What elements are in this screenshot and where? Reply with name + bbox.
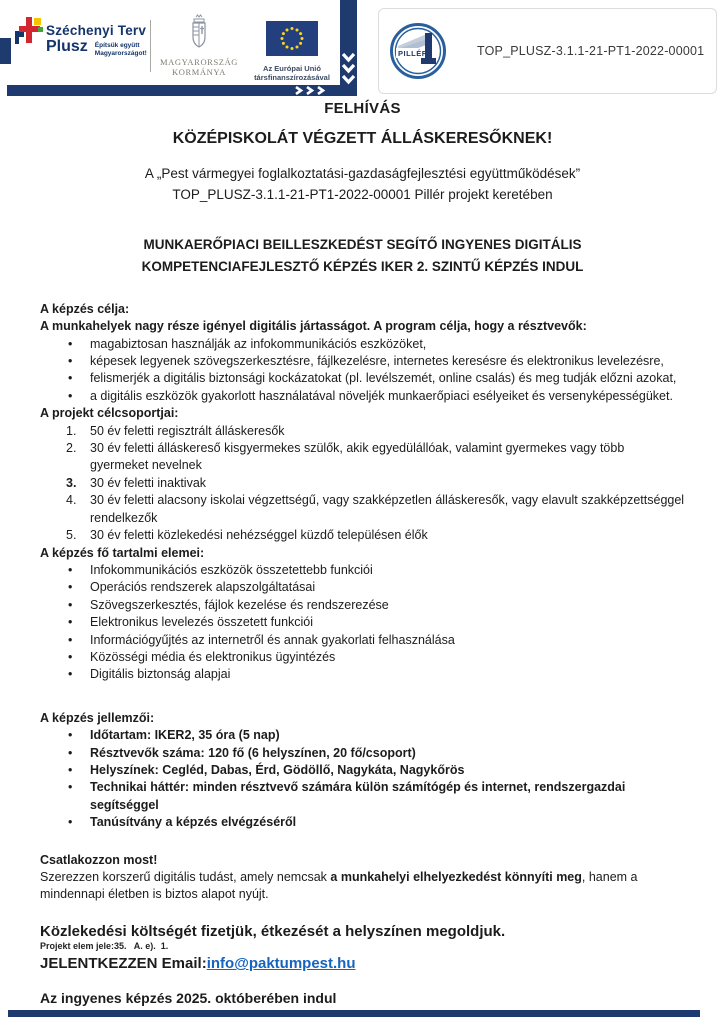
section-join [40,852,685,904]
header-horizontal-bar [7,85,357,96]
szechenyi-line1: Széchenyi Terv [46,23,147,38]
footer-bar [8,1010,700,1017]
groups-heading: A projekt célcsoportjai: [40,406,179,421]
list-item: • Időtartam: IKER2, 35 óra (5 nap) [68,728,280,743]
list-item: 5. 30 év feletti közlekedési nehézséggel küzdő településen élők [66,528,428,543]
goal-heading: A képzés célja: [40,301,130,316]
list-item: • Infokommunikációs eszközök összetettebb funkciói [68,562,373,577]
join-heading: Csatlakozzon most! [40,852,158,867]
left-edge-bar [0,38,11,64]
apply-label: JELENTKEZZEN Email: [40,955,207,973]
szechenyi-plus-icon [13,15,45,56]
page-title: FELHÍVÁS [324,100,401,117]
header-vertical-bar [340,0,357,96]
list-item: • Helyszínek: Cegléd, Dabas, Érd, Gödöllő, Nagykáta, Nagykőrös [68,762,465,777]
list-item: 2. 30 év feletti álláskereső kisgyermekes szülők, akik egyedülállóak, valamint gyermekes vagy több gyermeket nevelnek [66,441,625,473]
list-item: • Közösségi média és elektronikus ügyintézés [68,649,336,664]
context-line1: A „Pest vármegyei foglalkoztatási-gazdaságfejlesztési együttműködések” [144,165,581,181]
list-item: 4. 30 év feletti alacsony iskolai végzettségű, vagy szakképzetlen álláskeresők, vagy elavult szakképzettséggel rendelkezők [66,493,685,525]
section-content [40,545,685,684]
szechenyi-tagline: Építsük együtt Magyarországot! [94,42,147,57]
content-heading: A képzés fő tartalmi elemei: [40,545,205,560]
section-features [40,710,685,832]
join-text: Szerezzen korszerű digitális tudást, amely nemcsak a munkahelyi elhelyezkedést könnyíti meg, hanem a mindennapi életben is biztos alapot nyújt. [40,870,638,902]
szechenyi-logo-text [46,23,147,58]
list-item: • Résztvevők száma: 120 fő (6 helyszínen, 20 fő/csoport) [68,745,416,760]
email-link[interactable]: info@paktumpest.hu [206,955,356,973]
course-title: MUNKAERŐPIACI BEILLESZKEDÉST SEGÍTŐ INGYENES DIGITÁLIS KOMPETENCIAFEJLESZTŐ KÉPZÉS IKER 2. SZINTŰ KÉPZÉS INDUL [141,236,584,274]
document-body [40,100,685,1007]
start-date-line: Az ingyenes képzés 2025. októberében indul [40,989,337,1006]
szechenyi-line2: Plusz [46,38,88,55]
list-item: • Elektronikus levelezés összetett funkciói [68,615,314,630]
list-item: • felismerjék a digitális biztonsági kockázatokat (pl. levélszemét, online csalás) és meg tudják előzni azokat, [68,371,677,386]
project-code-panel [378,8,717,94]
list-item: • Technikai háttér: minden résztvevő számára külön számítógép és internet, rendszergazdai segítséggel [68,780,626,812]
features-heading: A képzés jellemzői: [40,710,155,725]
logo-divider [150,20,151,72]
government-logo [160,14,238,77]
goal-intro: A munkahelyek nagy része igényel digitális jártasságot. A program célja, hogy a résztvevők: [40,319,587,334]
apply-line [40,955,685,972]
pillar-logo-icon [389,22,447,80]
government-label: MAGYARORSZÁG KORMÁNYA [160,57,239,77]
list-item: • Operációs rendszerek alapszolgáltatásai [68,580,316,595]
eu-logo [251,21,333,82]
list-item: • Információgyűjtés az internetről és annak gyakorlati felhasználása [68,632,455,647]
chevrons-right-icon [295,86,329,95]
list-item: • magabiztosan használják az infokommunikációs eszközöket, [68,336,427,351]
list-item: • Digitális biztonság alapjai [68,667,231,682]
eu-label: Az Európai Unió társfinanszírozásával [254,64,330,82]
list-item: • a digitális eszközök gyakorlott használatával növeljék munkaerőpiaci esélyeiket és versenyképességüket. [68,388,673,403]
project-code: TOP_PLUSZ-3.1.1-21-PT1-2022-00001 [477,44,705,58]
subtitle: KÖZÉPISKOLÁT VÉGZETT ÁLLÁSKERESŐKNEK! [172,130,553,148]
pillar-label: PILLÉR [398,49,428,58]
logistics-line: Közlekedési költségét fizetjük, étkezését a helyszínen megoldjuk. [40,922,506,940]
project-element-note: Projekt elem jele:35. A. e). 1. [40,941,169,951]
chevrons-down-icon [341,52,356,88]
context-line2: TOP_PLUSZ-3.1.1-21-PT1-2022-00001 Pillér projekt keretében [172,186,553,202]
list-item: • Tanúsítvány a képzés elvégzéséről [68,815,297,830]
hungary-coat-of-arms-icon [188,14,210,50]
list-item: 1. 50 év feletti regisztrált álláskeresők [66,423,285,438]
context-lines [40,163,685,205]
list-item: 3. 30 év feletti inaktivak [66,475,207,490]
section-goal [40,301,685,405]
eu-flag-icon [266,21,318,56]
section-target-groups [40,405,685,544]
list-item: • képesek legyenek szövegszerkesztésre, fájlkezelésre, internetes keresésre és elektronikus levelezésre, [68,354,664,369]
list-item: • Szövegszerkesztés, fájlok kezelése és rendszerezése [68,597,389,612]
